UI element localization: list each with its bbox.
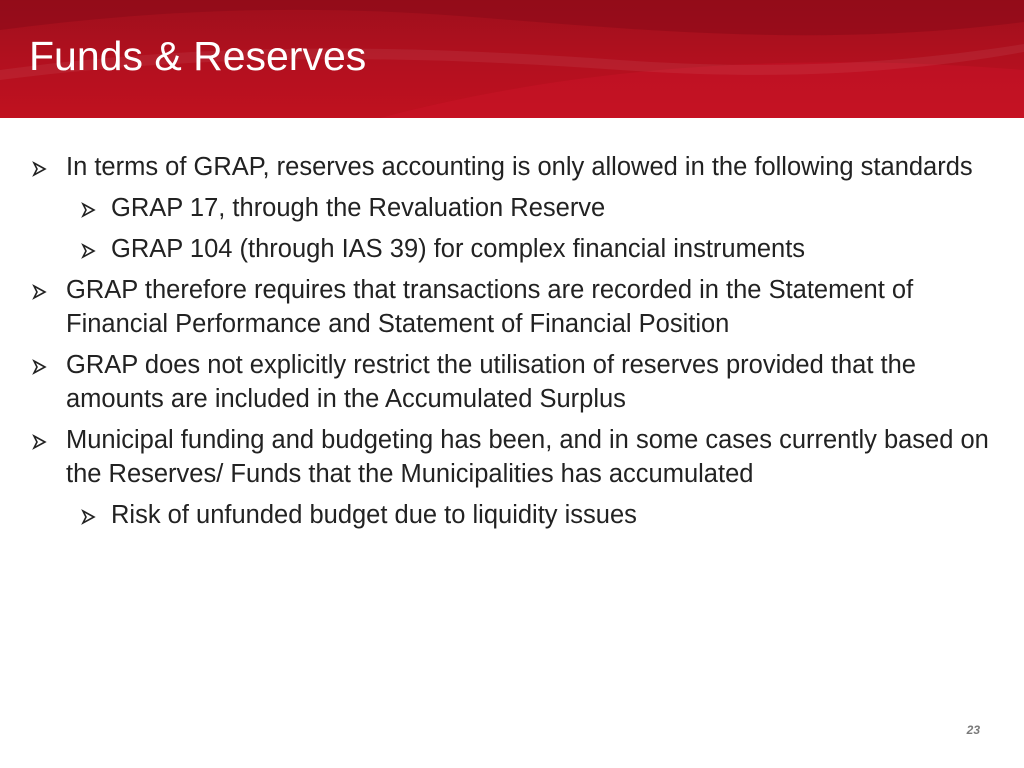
bullet-item [0,423,1024,491]
arrow-bullet-icon [80,202,96,218]
arrow-bullet-icon [31,359,47,375]
bullet-list [0,150,1024,539]
bullet-item [0,150,1024,184]
sub-bullet-item [0,498,1024,532]
bullet-text: GRAP 17, through the Revaluation Reserve [111,194,606,222]
arrow-bullet-icon [31,161,47,177]
title-banner [0,0,1024,118]
bullet-text: GRAP does not explicitly restrict the utilisation of reserves provided that the amounts are included in the Accumulated Surplus [66,351,916,413]
arrow-bullet-icon [80,509,96,525]
slide-title: Funds & Reserves [29,33,367,79]
arrow-bullet-icon [31,434,47,450]
page-number: 23 [966,723,980,737]
sub-bullet-item [0,191,1024,225]
sub-bullet-item [0,232,1024,266]
bullet-item [0,348,1024,416]
bullet-text: GRAP therefore requires that transactions are recorded in the Statement of Financial Performance and Statement of Financial Position [66,276,914,338]
bullet-text: GRAP 104 (through IAS 39) for complex financial instruments [111,235,806,263]
bullet-text: Risk of unfunded budget due to liquidity issues [111,501,637,529]
arrow-bullet-icon [80,243,96,259]
bullet-item [0,273,1024,341]
bullet-text: Municipal funding and budgeting has been, and in some cases currently based on the Reserves/ Funds that the Municipalities has accumulated [66,426,989,488]
bullet-text: In terms of GRAP, reserves accounting is only allowed in the following standards [66,153,973,181]
arrow-bullet-icon [31,284,47,300]
